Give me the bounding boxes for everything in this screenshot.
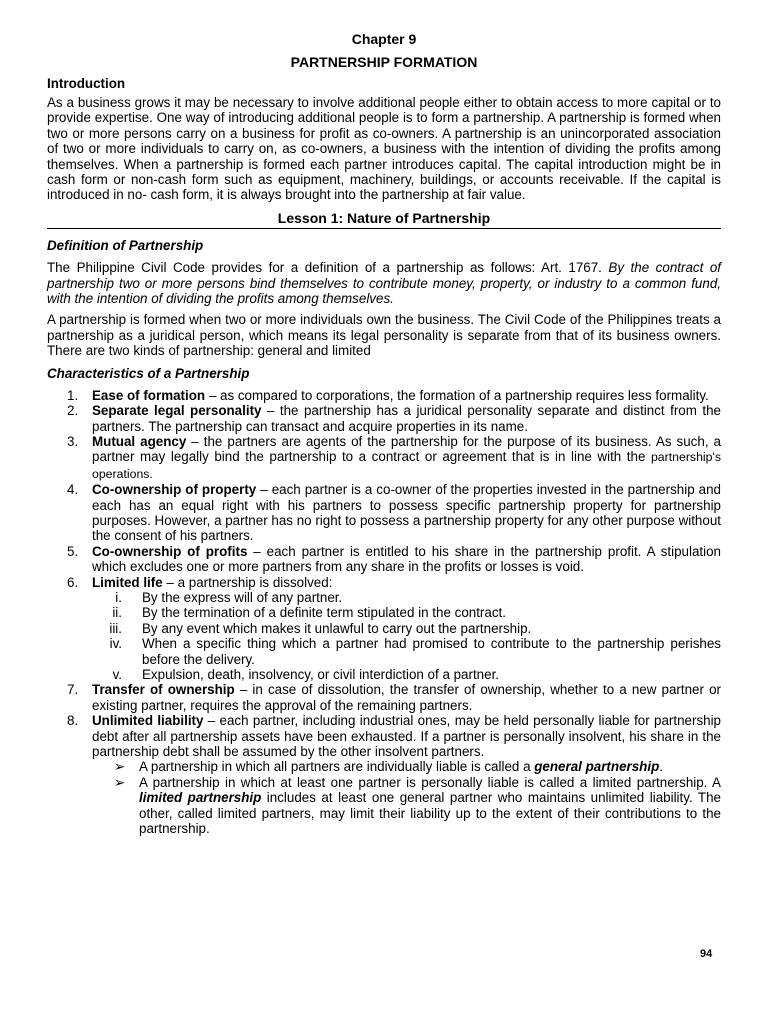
item-number: 1. (67, 387, 79, 403)
item-number: 2. (67, 403, 79, 419)
item-text: – a partnership is dissolved: (162, 574, 333, 590)
definition-paragraph (47, 260, 721, 306)
item-text: – as compared to corporations, the formation of a partnership requires less formality. (205, 387, 709, 403)
list-item (47, 434, 721, 482)
roman-numeral: iii. (109, 620, 122, 636)
arrow-text: A partnership in which all partners are individually liable is called a (139, 759, 535, 775)
item-term: Transfer of ownership (92, 682, 235, 698)
sub-item (92, 621, 721, 636)
item-term: Limited life (92, 574, 163, 590)
item-number: 6. (67, 574, 79, 590)
sub-item (92, 590, 721, 605)
item-text-tail: partnership's operations. (92, 450, 721, 481)
dissolution-list (92, 590, 721, 682)
limited-partnership-term: limited partnership (139, 790, 262, 806)
sub-item-text: By the termination of a definite term stipulated in the contract. (142, 605, 506, 621)
arrow-bullet-icon: ➢ (114, 774, 126, 790)
article-quote: By the contract of partnership two or more persons bind themselves to contribute money, property, or industry to a common fund, with the intention of dividing the profits among themselves. (47, 260, 721, 307)
list-item (47, 682, 721, 713)
item-text: – each partner, including industrial ones, may be held personally liable for partnership debt after all partnership assets have been exhausted. If a partner is personally insolvent, his share in the partnership debt shall be assumed by the other insolvent partners. (92, 713, 722, 760)
list-item (47, 544, 721, 575)
roman-numeral: i. (115, 589, 122, 605)
item-term: Unlimited liability (92, 713, 204, 729)
sub-item-text: By the express will of any partner. (142, 589, 343, 605)
roman-numeral: iv. (109, 636, 122, 652)
list-item (47, 713, 721, 836)
item-number: 4. (67, 482, 79, 498)
arrow-item (92, 775, 721, 837)
item-text: – the partnership has a juridical personality separate and distinct from the partners. The partnership can transact and acquire properties in its name. (92, 403, 721, 434)
arrow-text-end: includes at least one general partner who maintains unlimited liability. The other, called limited partners, may limit their liability up to the extent of their contributions to the partnership. (139, 790, 721, 837)
chapter-number: Chapter 9 (351, 31, 417, 47)
arrow-item (92, 759, 721, 774)
sub-item-text: By any event which makes it unlawful to carry out the partnership. (142, 620, 532, 636)
intro-heading: Introduction (47, 76, 126, 91)
item-text: – in case of dissolution, the transfer of ownership, whether to a new partner or existing partner, requires the approval of the remaining partners. (92, 682, 721, 713)
list-item (47, 403, 721, 434)
roman-numeral: v. (112, 667, 122, 682)
item-term: Separate legal personality (92, 403, 262, 419)
chapter-title: PARTNERSHIP FORMATION (290, 54, 478, 70)
characteristics-heading: Characteristics of a Partnership (47, 365, 250, 381)
arrow-bullet-icon: ➢ (114, 759, 126, 775)
item-text: – each partner is a co-owner of the properties invested in the partnership and each has an equal right with his partners to possess specific partnership property for partnership purposes. However, a partner has no right to possess a partnership property for any other purpose without the consent of his partners. (92, 482, 721, 544)
general-partnership-term: general partnership (534, 759, 660, 775)
sub-item-text: When a specific thing which a partner had promised to contribute to the partnership perishes before the delivery. (142, 636, 721, 667)
item-number: 8. (67, 713, 79, 729)
intro-paragraph: As a business grows it may be necessary to involve additional people either to obtain access to more capital or to provide expertise. One way of introducing additional people is to form a partnership. A partnership is formed when two or more persons carry on a business for profit as co-owners. A partnership is an unincorporated association of two or more individuals to carry on, as co-owners, a business with the intention of dividing the profits among themselves. When a partnership is formed each partner introduces capital. The capital introduction might be in cash form or non-cash form such as equipment, machinery, buildings, or accounts receivable. If the capital is introduced in no- cash form, it is always brought into the partnership at fair value. (47, 95, 721, 203)
item-number: 7. (67, 682, 79, 698)
definition-heading: Definition of Partnership (47, 238, 204, 254)
characteristics-list (47, 388, 721, 837)
item-number: 5. (67, 543, 79, 559)
list-item (47, 388, 721, 403)
item-term: Co-ownership of profits (92, 543, 248, 559)
roman-numeral: ii. (112, 605, 122, 621)
item-term: Ease of formation (92, 387, 206, 403)
item-text: – the partners are agents of the partnership for the purpose of its business. As such, a partner may legally bind the partnership to a contract or agreement that is in line with the (92, 433, 721, 465)
juridical-paragraph: A partnership is formed when two or more individuals own the business. The Civil Code of the Philippines treats a partnership as a juridical person, which means its legal personality is separate from that of its business owners. There are two kinds of partnership: general and limited (47, 312, 721, 359)
list-item (47, 482, 721, 544)
list-item (47, 575, 721, 683)
item-number: 3. (67, 433, 79, 449)
definition-lead: The Philippine Civil Code provides for a definition of a partnership as follows: Art. 1767. (47, 260, 609, 276)
item-text: – each partner is entitled to his share in the partnership profit. A stipulation which excludes one or more partners from any share in the profits or losses is void. (92, 543, 721, 575)
item-term: Co-ownership of property (92, 482, 257, 498)
page-number: 94 (700, 948, 713, 960)
sub-item (92, 605, 721, 620)
document-page (47, 32, 721, 836)
arrow-text: A partnership in which at least one partner is personally liable is called a limited partnership. A (139, 774, 721, 790)
sub-item-text: Expulsion, death, insolvency, or civil interdiction of a partner. (142, 667, 500, 682)
sub-item (92, 667, 721, 682)
sub-item (92, 636, 721, 667)
arrow-text-end: . (659, 759, 663, 775)
item-term: Mutual agency (92, 433, 187, 449)
lesson-title: Lesson 1: Nature of Partnership (47, 211, 721, 229)
partnership-kinds-list (92, 759, 721, 836)
